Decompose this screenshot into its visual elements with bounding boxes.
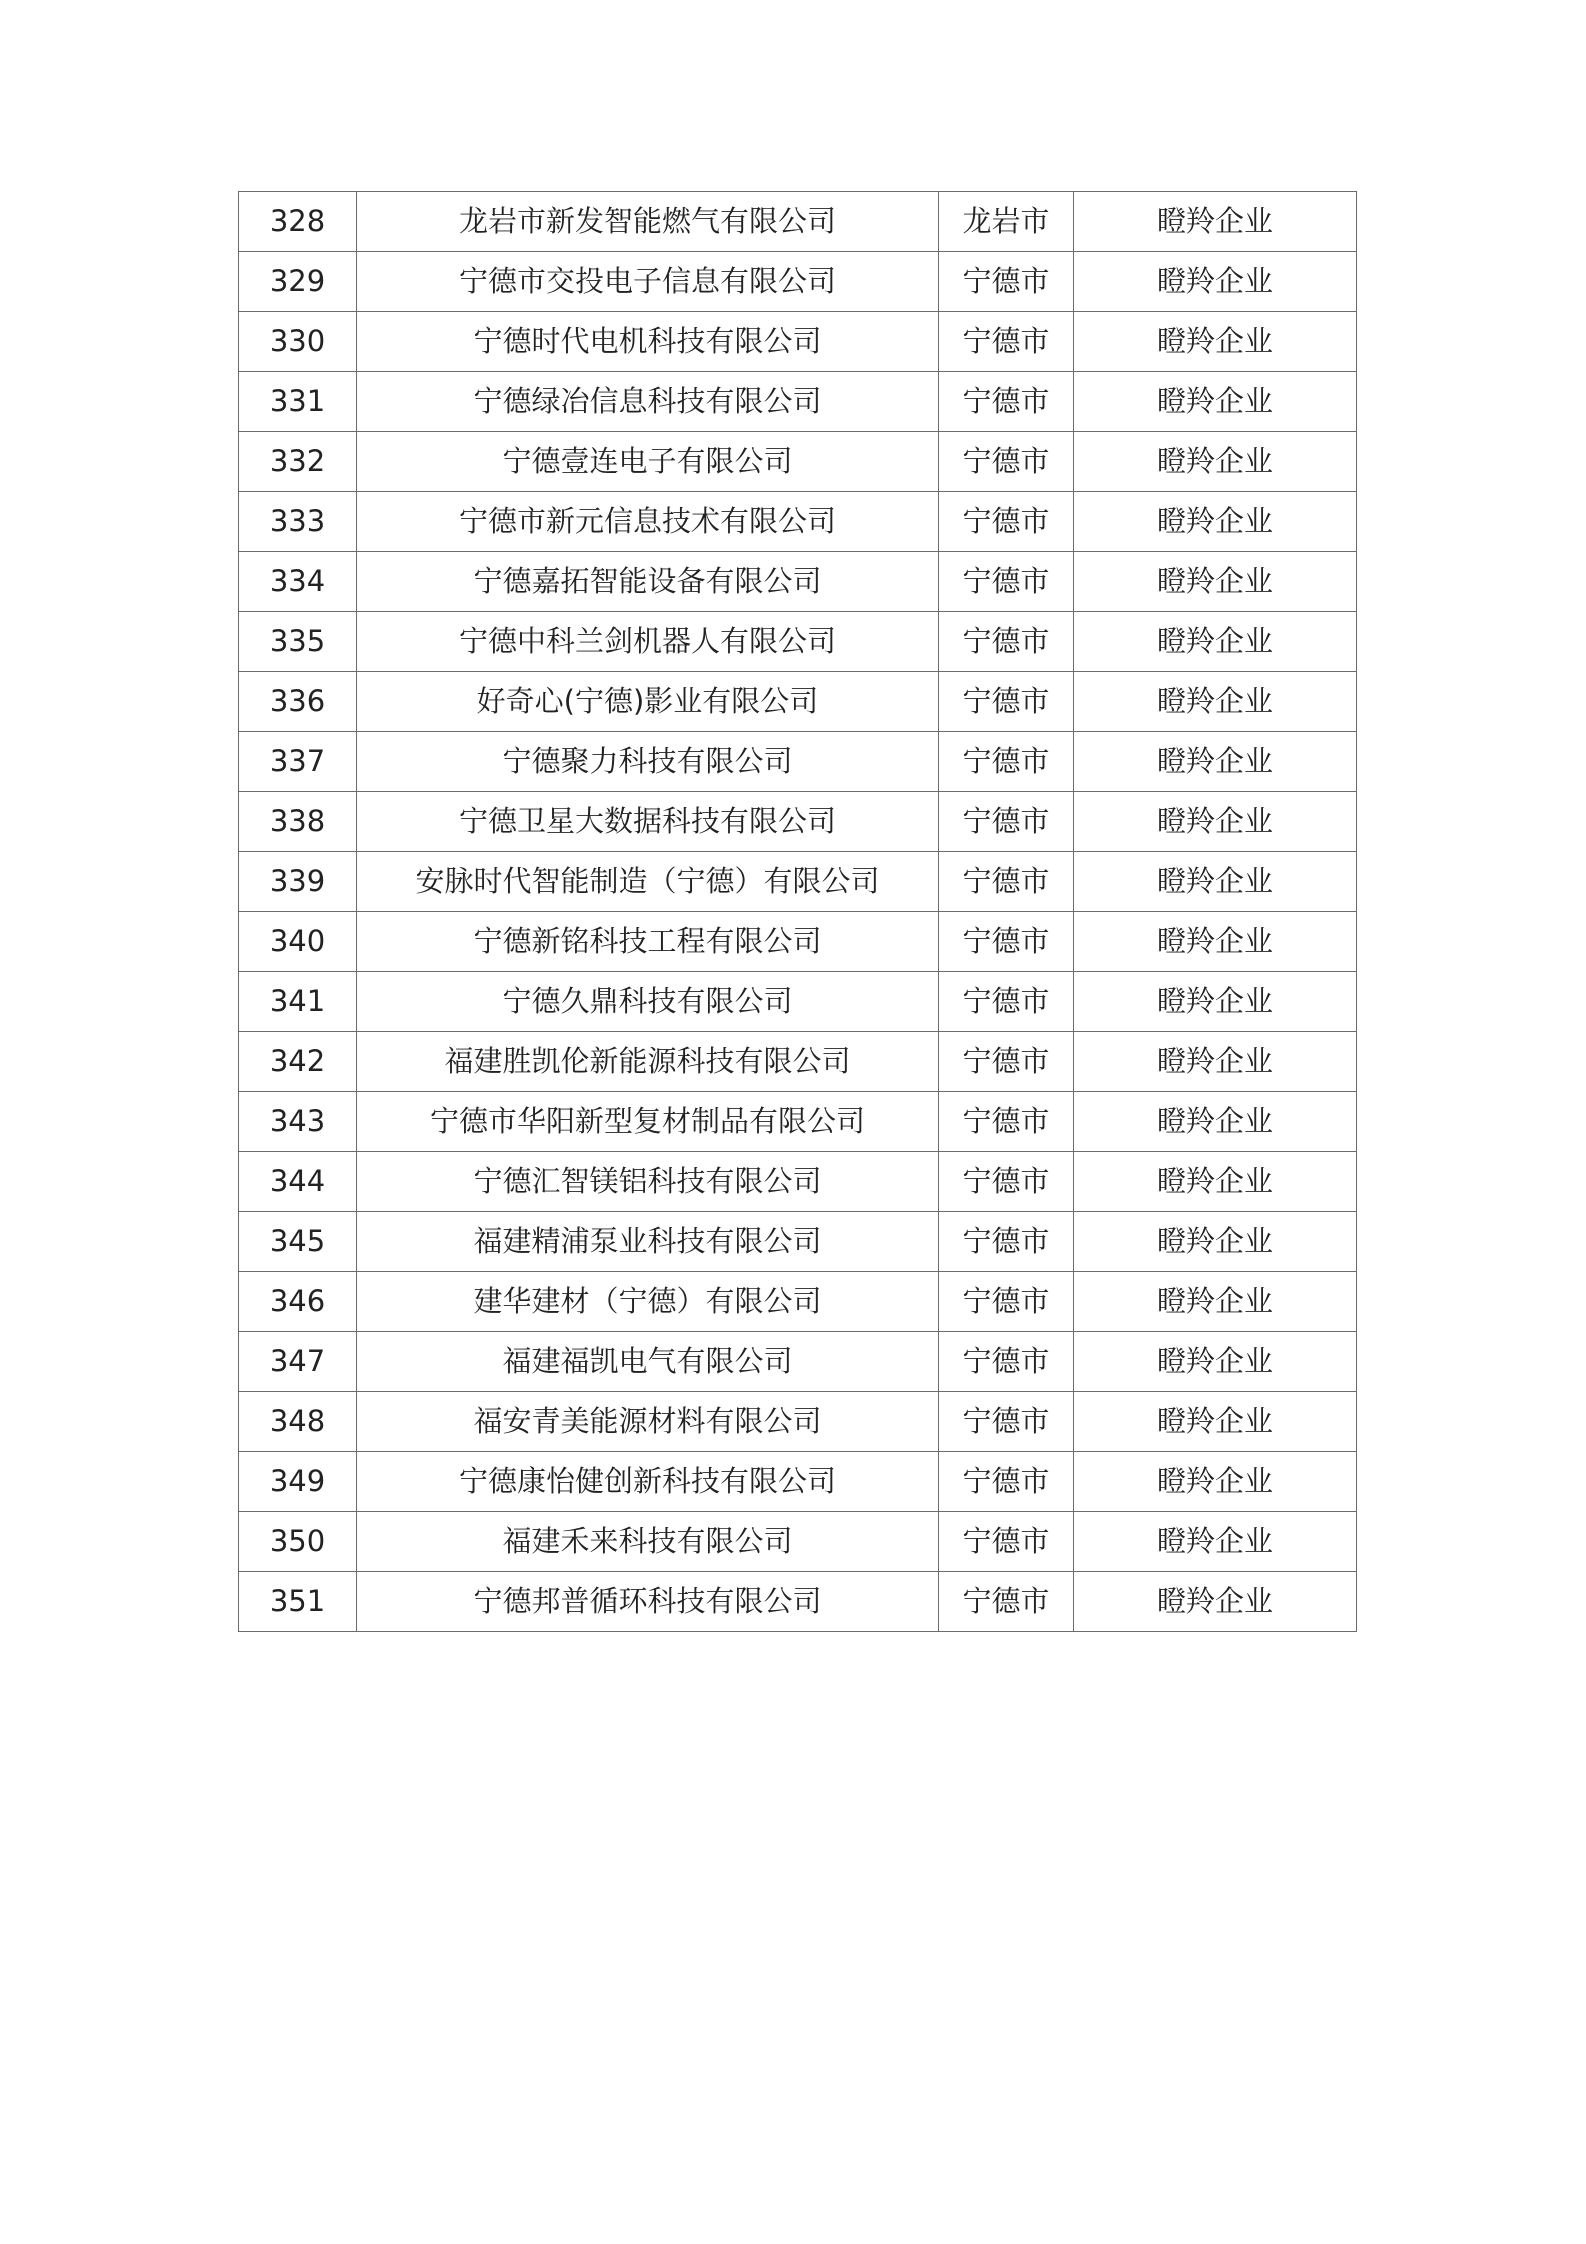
- row-number: 346: [239, 1272, 357, 1332]
- enterprise-type: 瞪羚企业: [1074, 192, 1357, 252]
- city: 龙岩市: [939, 192, 1074, 252]
- city: 宁德市: [939, 1212, 1074, 1272]
- row-number: 332: [239, 432, 357, 492]
- table-row: [239, 552, 1357, 612]
- table-row: [239, 312, 1357, 372]
- row-number: 328: [239, 192, 357, 252]
- table-row: [239, 732, 1357, 792]
- row-number: 349: [239, 1452, 357, 1512]
- table-row: [239, 1332, 1357, 1392]
- company-name: 龙岩市新发智能燃气有限公司: [357, 192, 939, 252]
- enterprise-type: 瞪羚企业: [1074, 552, 1357, 612]
- city: 宁德市: [939, 252, 1074, 312]
- company-name: 宁德卫星大数据科技有限公司: [357, 792, 939, 852]
- enterprise-type: 瞪羚企业: [1074, 1092, 1357, 1152]
- company-name: 宁德嘉拓智能设备有限公司: [357, 552, 939, 612]
- enterprise-type: 瞪羚企业: [1074, 972, 1357, 1032]
- row-number: 340: [239, 912, 357, 972]
- table-row: [239, 852, 1357, 912]
- row-number: 338: [239, 792, 357, 852]
- row-number: 347: [239, 1332, 357, 1392]
- city: 宁德市: [939, 552, 1074, 612]
- company-name: 建华建材（宁德）有限公司: [357, 1272, 939, 1332]
- enterprise-type: 瞪羚企业: [1074, 612, 1357, 672]
- table-row: [239, 252, 1357, 312]
- company-name: 安脉时代智能制造（宁德）有限公司: [357, 852, 939, 912]
- company-name: 宁德中科兰剑机器人有限公司: [357, 612, 939, 672]
- row-number: 351: [239, 1572, 357, 1632]
- city: 宁德市: [939, 792, 1074, 852]
- table-row: [239, 1512, 1357, 1572]
- enterprise-type: 瞪羚企业: [1074, 252, 1357, 312]
- enterprise-table: [238, 191, 1357, 1632]
- enterprise-type: 瞪羚企业: [1074, 852, 1357, 912]
- enterprise-table-body: [239, 192, 1357, 1632]
- row-number: 343: [239, 1092, 357, 1152]
- table-row: [239, 192, 1357, 252]
- table-row: [239, 1152, 1357, 1212]
- city: 宁德市: [939, 1512, 1074, 1572]
- table-row: [239, 492, 1357, 552]
- enterprise-type: 瞪羚企业: [1074, 1392, 1357, 1452]
- city: 宁德市: [939, 672, 1074, 732]
- table-row: [239, 612, 1357, 672]
- city: 宁德市: [939, 1332, 1074, 1392]
- table-row: [239, 372, 1357, 432]
- row-number: 337: [239, 732, 357, 792]
- city: 宁德市: [939, 732, 1074, 792]
- city: 宁德市: [939, 1152, 1074, 1212]
- company-name: 宁德市新元信息技术有限公司: [357, 492, 939, 552]
- city: 宁德市: [939, 972, 1074, 1032]
- row-number: 348: [239, 1392, 357, 1452]
- city: 宁德市: [939, 492, 1074, 552]
- company-name: 宁德市交投电子信息有限公司: [357, 252, 939, 312]
- company-name: 福建福凯电气有限公司: [357, 1332, 939, 1392]
- row-number: 344: [239, 1152, 357, 1212]
- table-row: [239, 972, 1357, 1032]
- enterprise-type: 瞪羚企业: [1074, 1452, 1357, 1512]
- city: 宁德市: [939, 612, 1074, 672]
- city: 宁德市: [939, 1272, 1074, 1332]
- city: 宁德市: [939, 1032, 1074, 1092]
- table-row: [239, 1392, 1357, 1452]
- enterprise-type: 瞪羚企业: [1074, 432, 1357, 492]
- row-number: 345: [239, 1212, 357, 1272]
- enterprise-type: 瞪羚企业: [1074, 372, 1357, 432]
- city: 宁德市: [939, 432, 1074, 492]
- table-row: [239, 432, 1357, 492]
- enterprise-type: 瞪羚企业: [1074, 732, 1357, 792]
- table-row: [239, 672, 1357, 732]
- company-name: 福安青美能源材料有限公司: [357, 1392, 939, 1452]
- table-row: [239, 1452, 1357, 1512]
- table-row: [239, 1572, 1357, 1632]
- enterprise-type: 瞪羚企业: [1074, 1152, 1357, 1212]
- row-number: 336: [239, 672, 357, 732]
- company-name: 福建禾来科技有限公司: [357, 1512, 939, 1572]
- company-name: 宁德时代电机科技有限公司: [357, 312, 939, 372]
- city: 宁德市: [939, 1092, 1074, 1152]
- row-number: 330: [239, 312, 357, 372]
- table-row: [239, 1092, 1357, 1152]
- enterprise-type: 瞪羚企业: [1074, 1032, 1357, 1092]
- city: 宁德市: [939, 372, 1074, 432]
- city: 宁德市: [939, 912, 1074, 972]
- row-number: 333: [239, 492, 357, 552]
- city: 宁德市: [939, 1452, 1074, 1512]
- enterprise-type: 瞪羚企业: [1074, 1272, 1357, 1332]
- table-row: [239, 912, 1357, 972]
- enterprise-type: 瞪羚企业: [1074, 492, 1357, 552]
- enterprise-type: 瞪羚企业: [1074, 312, 1357, 372]
- city: 宁德市: [939, 852, 1074, 912]
- company-name: 宁德久鼎科技有限公司: [357, 972, 939, 1032]
- row-number: 331: [239, 372, 357, 432]
- company-name: 好奇心(宁德)影业有限公司: [357, 672, 939, 732]
- row-number: 350: [239, 1512, 357, 1572]
- company-name: 福建胜凯伦新能源科技有限公司: [357, 1032, 939, 1092]
- row-number: 341: [239, 972, 357, 1032]
- company-name: 宁德康怡健创新科技有限公司: [357, 1452, 939, 1512]
- city: 宁德市: [939, 1572, 1074, 1632]
- row-number: 334: [239, 552, 357, 612]
- row-number: 329: [239, 252, 357, 312]
- company-name: 宁德壹连电子有限公司: [357, 432, 939, 492]
- row-number: 342: [239, 1032, 357, 1092]
- enterprise-type: 瞪羚企业: [1074, 672, 1357, 732]
- company-name: 宁德邦普循环科技有限公司: [357, 1572, 939, 1632]
- company-name: 宁德市华阳新型复材制品有限公司: [357, 1092, 939, 1152]
- enterprise-type: 瞪羚企业: [1074, 1512, 1357, 1572]
- company-name: 宁德绿冶信息科技有限公司: [357, 372, 939, 432]
- enterprise-type: 瞪羚企业: [1074, 1212, 1357, 1272]
- company-name: 福建精浦泵业科技有限公司: [357, 1212, 939, 1272]
- company-name: 宁德聚力科技有限公司: [357, 732, 939, 792]
- city: 宁德市: [939, 1392, 1074, 1452]
- table-row: [239, 1272, 1357, 1332]
- table-row: [239, 792, 1357, 852]
- enterprise-type: 瞪羚企业: [1074, 912, 1357, 972]
- enterprise-type: 瞪羚企业: [1074, 1572, 1357, 1632]
- row-number: 335: [239, 612, 357, 672]
- enterprise-type: 瞪羚企业: [1074, 1332, 1357, 1392]
- company-name: 宁德新铭科技工程有限公司: [357, 912, 939, 972]
- table-row: [239, 1032, 1357, 1092]
- enterprise-type: 瞪羚企业: [1074, 792, 1357, 852]
- table-row: [239, 1212, 1357, 1272]
- row-number: 339: [239, 852, 357, 912]
- company-name: 宁德汇智镁铝科技有限公司: [357, 1152, 939, 1212]
- city: 宁德市: [939, 312, 1074, 372]
